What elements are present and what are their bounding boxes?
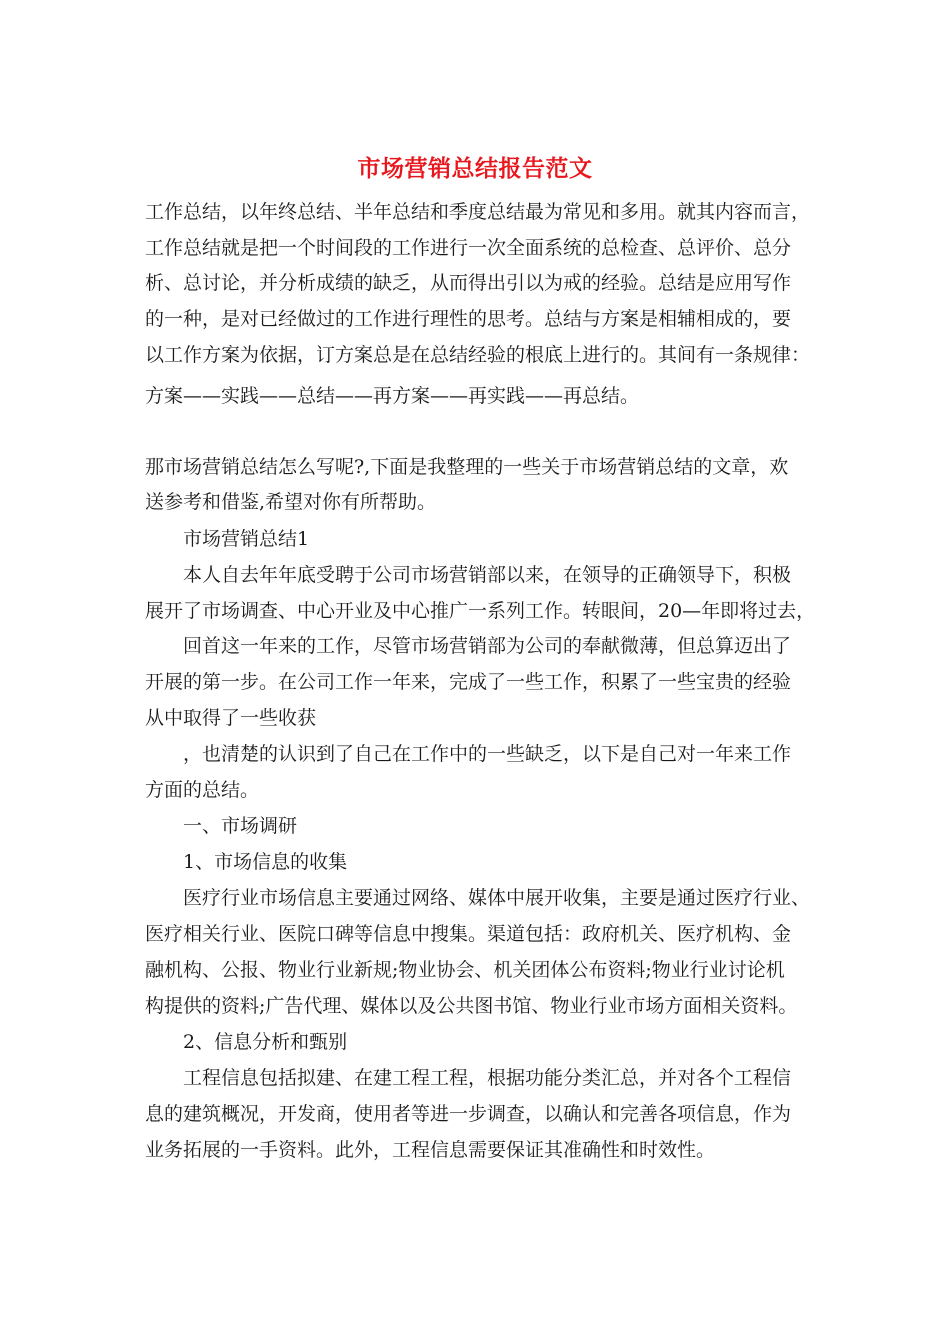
intro-line: 工作总结，以年终总结、半年总结和季度总结最为常见和多用。就其内容而言， — [145, 201, 811, 223]
body-line: 本人自去年年底受聘于公司市场营销部以来，在领导的正确领导下，积极 — [183, 564, 792, 586]
intro-line: 析、总讨论，并分析成绩的缺乏，从而得出引以为戒的经验。总结是应用写作 — [145, 272, 792, 294]
lead-line: 那市场营销总结怎么写呢?,下面是我整理的一些关于市场营销总结的文章，欢 — [145, 456, 789, 478]
body-line: ，也清楚的认识到了自己在工作中的一些缺乏，以下是自己对一年来工作 — [183, 743, 792, 765]
intro-line: 的一种，是对已经做过的工作进行理性的思考。总结与方案是相辅相成的，要 — [145, 308, 792, 330]
body-line: 业务拓展的一手资料。此外，工程信息需要保证其准确性和时效性。 — [145, 1139, 716, 1161]
body-line: 工程信息包括拟建、在建工程工程，根据功能分类汇总，并对各个工程信 — [183, 1067, 792, 1089]
document-title: 市场营销总结报告范文 — [357, 155, 593, 182]
body-line: 从中取得了一些收获 — [145, 707, 317, 729]
body-line: 息的建筑概况，开发商，使用者等进一步调查，以确认和完善各项信息，作为 — [145, 1103, 792, 1125]
body-line: 融机构、公报、物业行业新规;物业协会、机关团体公布资料;物业行业讨论机 — [145, 959, 785, 981]
heading-market-research: 一、市场调研 — [183, 815, 298, 837]
intro-line: 工作总结就是把一个时间段的工作进行一次全面系统的总检查、总评价、总分 — [145, 237, 792, 259]
intro-line: 方案——实践——总结——再方案——再实践——再总结。 — [145, 385, 640, 407]
body-line: 医疗相关行业、医院口碑等信息中搜集。渠道包括：政府机关、医疗机构、金 — [145, 923, 792, 945]
intro-line: 以工作方案为依据，订方案总是在总结经验的根底上进行的。其间有一条规律： — [145, 344, 811, 366]
body-line: 构提供的资料;广告代理、媒体以及公共图书馆、物业行业市场方面相关资料。 — [145, 995, 798, 1017]
body-line: 展开了市场调查、中心开业及中心推广一系列工作。转眼间，20—年即将过去， — [145, 600, 816, 622]
body-line: 回首这一年来的工作，尽管市场营销部为公司的奉献微薄，但总算迈出了 — [183, 635, 792, 657]
subheading-info-analysis: 2、信息分析和甄别 — [183, 1031, 348, 1053]
body-line: 医疗行业市场信息主要通过网络、媒体中展开收集，主要是通过医疗行业、 — [183, 887, 811, 909]
subheading-info-collection: 1、市场信息的收集 — [183, 851, 348, 873]
body-line: 方面的总结。 — [145, 779, 260, 801]
body-line: 开展的第一步。在公司工作一年来，完成了一些工作，积累了一些宝贵的经验 — [145, 671, 792, 693]
section-title: 市场营销总结1 — [183, 528, 310, 550]
lead-line: 送参考和借鉴,希望对你有所帮助。 — [145, 491, 437, 513]
